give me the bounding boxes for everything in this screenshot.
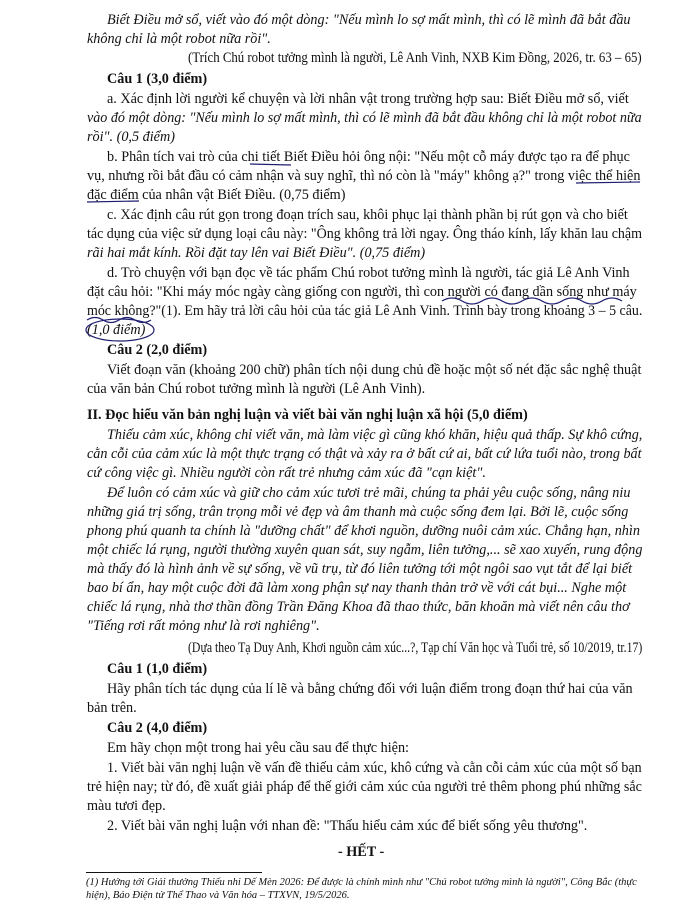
text-line-18: Câu 2 (2,0 điểm) xyxy=(107,342,208,358)
text-line-21: II. Đọc hiểu văn bản nghị luận và viết bài văn nghị luận xã hội (5,0 điểm) xyxy=(87,407,528,423)
text-line-1: Biết Điều mở sổ, viết vào đó một dòng: "Nếu mình lo sợ mất mình, thì có lẽ mình đã bắt đầu xyxy=(107,12,631,28)
text-line-2: không chỉ là một robot nữa rồi". xyxy=(87,31,271,47)
text-line-29: mà thấy đó là hình ảnh về sự sống, về vũ trụ, từ đó liên tưởng tới một ngôi sao vụt tắt để lại biết xyxy=(87,561,633,577)
text-line-9: vụ, nhưng rồi bắt đầu có cảm nhận và suy nghĩ, thì nó còn là "máy" không ạ?" trong việc thể hiện xyxy=(87,168,641,184)
text-line-27: phong phú quanh ta chính là "dưỡng chất" để khơi nguồn, dưỡng nuôi cảm xúc. Chẳng hạn, nhìn xyxy=(87,523,640,539)
text-line-23: cằn cỗi của cảm xúc là một thực trạng có thật và xảy ra ở bất cứ ai, bất cứ lứa tuổi nào, trong bất xyxy=(87,446,642,462)
text-line-10: đặc điểm của nhân vật Biết Điều. (0,75 điểm) xyxy=(87,187,346,203)
text-line-19: Viết đoạn văn (khoảng 200 chữ) phân tích nội dung chủ đề hoặc một số nét đặc sắc nghệ thuật xyxy=(107,362,642,378)
text-line-36: bản trên. xyxy=(87,700,137,716)
text-line-22: Thiếu cảm xúc, không chỉ viết văn, mà làm việc gì cũng khó khăn, hiệu quả thấp. Sự khô cứng, xyxy=(107,427,643,443)
text-line-13: rãi hai mắt kính. Rồi đặt tay lên vai Biết Điều". (0,75 điểm) xyxy=(87,245,426,261)
text-line-40: trẻ hiện nay; từ đó, đề xuất giải pháp để thế giới cảm xúc của người trẻ thêm phong phú những sắc xyxy=(87,779,642,795)
text-line-42: 2. Viết bài văn nghị luận với nhan đề: "Thấu hiểu cảm xúc để biết sống yêu thương". xyxy=(107,818,588,834)
text-line-8: b. Phân tích vai trò của chi tiết Biết Điều hỏi ông nội: "Nếu một cỗ máy được tạo ra để phục xyxy=(107,149,630,165)
text-line-16: móc không?"(1). Em hãy trả lời câu hỏi của tác giả Lê Anh Vinh. Trình bày trong khoảng 3 – 5 câu. xyxy=(87,303,643,319)
text-line-26: những giá trị sống, trân trọng mỗi vẻ đẹp và âm thanh mà cuộc sống đem lại. Bởi lẽ, cuộc sống xyxy=(87,504,629,520)
text-line-5: a. Xác định lời người kể chuyện và lời nhân vật trong trường hợp sau: Biết Điều mở sổ, viết xyxy=(107,91,629,107)
text-line-12: tác dụng của việc sử dụng loại câu này: "Ông không trả lời ngay. Ông tháo kính, lấy khăn lau chậm xyxy=(87,226,642,242)
text-line-33: (Dựa theo Tạ Duy Anh, Khơi nguồn cảm xúc...?, Tạp chí Văn học và Tuổi trẻ, số 10/2019, tr.17) xyxy=(188,640,643,656)
text-line-4: Câu 1 (3,0 điểm) xyxy=(107,71,208,87)
text-line-7: rồi". (0,5 điểm) xyxy=(87,129,175,145)
text-line-43: - HẾT - xyxy=(338,844,385,860)
text-line-37: Câu 2 (4,0 điểm) xyxy=(107,720,208,736)
text-line-24: cứ công việc gì. Nhiều người còn rất trẻ nhưng cảm xúc đã "cạn kiệt". xyxy=(87,465,486,481)
text-line-11: c. Xác định câu rút gọn trong đoạn trích sau, khôi phục lại thành phần bị rút gọn và cho biết xyxy=(107,207,628,223)
text-line-17: (1,0 điểm) xyxy=(87,322,146,338)
text-line-15: đặt câu hỏi: "Khi máy móc ngày càng giống con người, thì con người có đang dần sống như máy xyxy=(87,284,637,300)
footnote-divider xyxy=(86,872,262,873)
text-line-6: vào đó một dòng: "Nếu mình lo sợ mất mình, thì có lẽ mình đã bắt đầu không chỉ là một robot nữa xyxy=(87,110,642,126)
text-line-38: Em hãy chọn một trong hai yêu cầu sau để thực hiện: xyxy=(107,740,409,756)
text-line-34: Câu 1 (1,0 điểm) xyxy=(107,661,208,677)
footnote-line-2: hiện), Báo Điện tử Thể Thao và Văn hóa – TTXVN, 19/5/2026. xyxy=(86,890,350,901)
text-line-35: Hãy phân tích tác dụng của lí lẽ và bằng chứng đối với luận điểm trong đoạn thứ hai của văn xyxy=(107,681,633,697)
footnote-line-1: (1) Hướng tới Giải thưởng Thiếu nhi Dế Mèn 2026: Để được là chính mình như "Chú robot tưởng mình là người", Công Bắc (thực xyxy=(86,877,637,888)
text-line-14: d. Trò chuyện với bạn đọc về tác phẩm Chú robot tưởng mình là người, tác giả Lê Anh Vinh xyxy=(107,265,630,281)
text-line-3: (Trích Chú robot tưởng mình là người, Lê Anh Vinh, NXB Kim Đồng, 2026, tr. 63 – 65) xyxy=(188,50,642,66)
text-line-32: "Tiếng rơi rất mỏng như là rơi nghiêng". xyxy=(87,618,320,634)
text-line-28: một chiếc lá rụng, người thường xuyên quan sát, suy ngẫm, liên tưởng,... sẽ xao xuyến, rung động xyxy=(87,542,643,558)
text-line-31: chiếc lá rụng, nhà thơ thần đồng Trần Đăng Khoa đã thao thức, băn khoăn mà viết nên câu thơ xyxy=(87,599,630,615)
text-line-25: Để luôn có cảm xúc và giữ cho cảm xúc tươi trẻ mãi, chúng ta phải yêu cuộc sống, nâng niu xyxy=(107,485,631,501)
text-line-39: 1. Viết bài văn nghị luận về vấn đề thiếu cảm xúc, khô cứng và cằn cỗi cảm xúc của một số bạn xyxy=(107,760,642,776)
text-line-41: màu tươi đẹp. xyxy=(87,798,166,814)
text-line-30: bao bí ẩn, hay một cuộc đời đã làm xong phận sự nay thanh thản trở về với cát bụi... Nghe một xyxy=(87,580,627,596)
text-line-20: của văn bản Chú robot tưởng mình là người (Lê Anh Vinh). xyxy=(87,381,426,397)
